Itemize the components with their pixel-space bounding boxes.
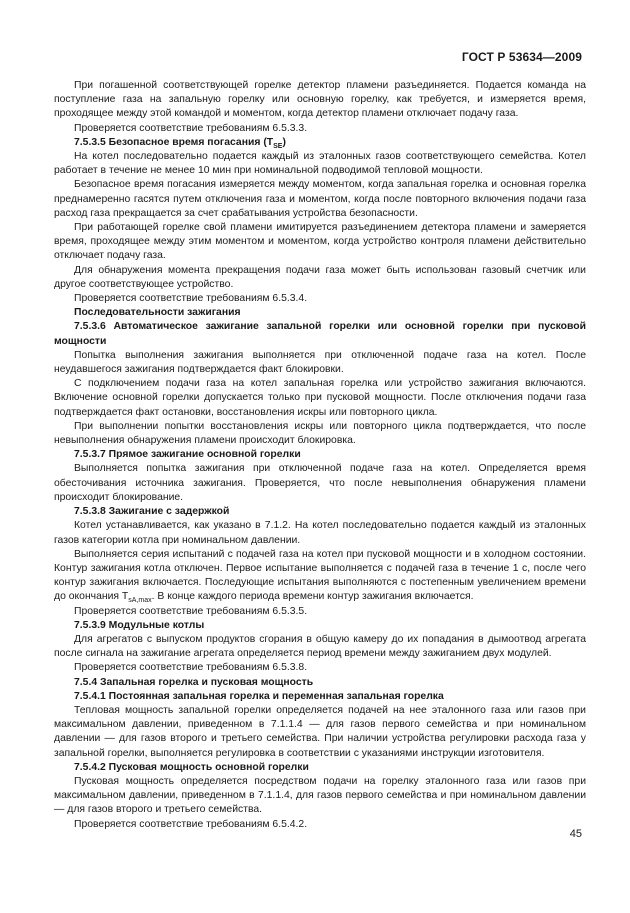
subscript: SE	[273, 142, 283, 150]
section-heading	[54, 761, 586, 775]
paragraph	[54, 661, 586, 675]
paragraph-text: 7.5.3.9 Модульные котлы	[74, 619, 205, 631]
subscript: sA,max	[128, 597, 152, 605]
paragraph	[54, 377, 586, 420]
paragraph	[54, 519, 586, 547]
paragraph-text: 7.5.3.7 Прямое зажигание основной горелки	[74, 449, 301, 461]
paragraph-text: Котел устанавливается, как указано в 7.1.2. На котел последовательно подается каждый из эталонных газов категории котла при номинальном давлении.	[54, 520, 586, 546]
paragraph-text: Проверяется соответствие требованиям 6.5.3.3.	[74, 122, 308, 134]
section-heading	[54, 619, 586, 633]
section-heading	[54, 320, 586, 348]
paragraph-text: Тепловая мощность запальной горелки определяется подачей на нее эталонного газа или газов при максимальном давлении, приведенном в 7.1.1.4 — для газов первого семейства и при номинальном давлении — для газов второго и третьего семейства. При наличии устройства регулировки расхода газа у запальной горелки, выполняется регулировка в соответствии с указаниями инструкции изготовителя.	[54, 704, 586, 759]
paragraph	[54, 349, 586, 377]
paragraph-text: 7.5.4.2 Пусковая мощность основной горелки	[74, 761, 309, 773]
paragraph-text: Выполняется серия испытаний с подачей газа на котел при пусковой мощности и в холодном состоянии. Контур зажигания котла отключен. Первое испытание выполняется с подачей газа в течение 1 с, после чего контур зажигания включается. Последующие испытания выполняются с постепенным увеличением времени до окончания T	[54, 548, 586, 603]
document-number: ГОСТ Р 53634—2009	[461, 50, 582, 64]
paragraph-text: Пусковая мощность определяется посредством подачи на горелку эталонного газа или газов при максимальном давлении, приведенном в 7.1.1.4, для газов первого семейства и при номинальном давлении — для газов второго и третьего семейства.	[54, 775, 586, 816]
paragraph-text: Для агрегатов с выпуском продуктов сгорания в общую камеру до их попадания в дымоотвод агрегата после сигнала на зажигание агрегата определяется период времени между зажиганием двух модулей.	[54, 633, 586, 660]
paragraph	[54, 178, 586, 221]
section-heading	[54, 448, 586, 462]
paragraph	[54, 122, 586, 136]
paragraph-text: С подключением подачи газа на котел запальная горелка или устройство зажигания включаются. Включение основной горелки допускается только при пусковой мощности. После отключения подачи газа подтверждается факт остановки, восстановления искры или повторного цикла.	[54, 378, 586, 418]
paragraph-text: Для обнаружения момента прекращения подачи газа может быть использован газовый счетчик или другое соответствующее устройство.	[54, 264, 586, 290]
paragraph-text: При выполнении попытки восстановления искры или повторного цикла подтверждается, что после невыполнения обнаружения пламени происходит блокировка.	[54, 420, 586, 447]
paragraph	[54, 462, 586, 505]
document-body	[54, 79, 586, 832]
section-heading	[54, 505, 586, 519]
paragraph	[54, 704, 586, 761]
paragraph	[54, 420, 586, 448]
paragraph-text: При работающей горелке свой пламени имитируется разъединением детектора пламени и замеряется время, проходящее между этим моментом и моментом, когда устройство контроля пламени действительно отключает подачу газа.	[54, 222, 586, 262]
paragraph-text: Выполняется попытка зажигания при отключенной подаче газа на котел. Определяется время обесточивания источника зажигания. Проверяется, что после невыполнения обнаружения пламени происходит блокирование.	[54, 463, 586, 503]
paragraph	[54, 775, 586, 818]
paragraph	[54, 548, 586, 605]
paragraph-text: 7.5.4 Запальная горелка и пусковая мощность	[74, 676, 314, 688]
paragraph-text: Проверяется соответствие требованиям 6.5.4.2.	[74, 818, 308, 830]
paragraph-text: 7.5.3.6 Автоматическое зажигание запальной горелки или основной горелки при пусковой мощности	[54, 321, 586, 347]
paragraph	[54, 79, 586, 122]
paragraph	[54, 221, 586, 264]
section-heading	[54, 676, 586, 690]
paragraph	[54, 292, 586, 306]
section-heading	[54, 136, 586, 150]
paragraph	[54, 150, 586, 178]
paragraph-text: На котел последовательно подается каждый из эталонных газов соответствующего семейства. Котел работает в течение не менее 10 мин при номинальной подводимой тепловой мощности.	[54, 151, 586, 177]
paragraph-text: 7.5.4.1 Постоянная запальная горелка и переменная запальная горелка	[74, 690, 444, 702]
paragraph	[54, 264, 586, 292]
paragraph	[54, 818, 586, 832]
paragraph-text: Последовательности зажигания	[74, 307, 241, 319]
paragraph-text-tail: . В конце каждого периода времени контур зажигания включается.	[151, 591, 474, 603]
paragraph	[54, 633, 586, 661]
section-heading	[54, 306, 586, 320]
paragraph-text: При погашенной соответствующей горелке детектор пламени разъединяется. Подается команда на поступление газа на запальную горелку или основную горелку, как требуется, и измеряется время, проходящее между этой командой и моментом, когда детектор пламени отключает подачу газа.	[54, 80, 586, 120]
paragraph-text: Попытка выполнения зажигания выполняется при отключенной подаче газа на котел. После неудавшегося зажигания подтверждается факт блокировки.	[54, 349, 586, 376]
paragraph-text-tail: )	[282, 136, 286, 148]
paragraph-text: Проверяется соответствие требованиям 6.5.3.5.	[74, 605, 308, 617]
section-heading	[54, 690, 586, 704]
page-number: 45	[569, 828, 582, 840]
paragraph-text: Проверяется соответствие требованиям 6.5.3.4.	[74, 293, 308, 305]
paragraph	[54, 605, 586, 619]
paragraph-text: 7.5.3.8 Зажигание с задержкой	[74, 506, 230, 518]
paragraph-text: Проверяется соответствие требованиям 6.5.3.8.	[74, 662, 308, 674]
paragraph-text: Безопасное время погасания измеряется между моментом, когда запальная горелка и основная горелка преднамеренно гасятся путем отключения газа и моментом, когда после повторного включения подачи газа расход газа прекращается за счет срабатывания устройства безопасности.	[54, 179, 586, 219]
paragraph-text: 7.5.3.5 Безопасное время погасания (T	[74, 136, 274, 148]
